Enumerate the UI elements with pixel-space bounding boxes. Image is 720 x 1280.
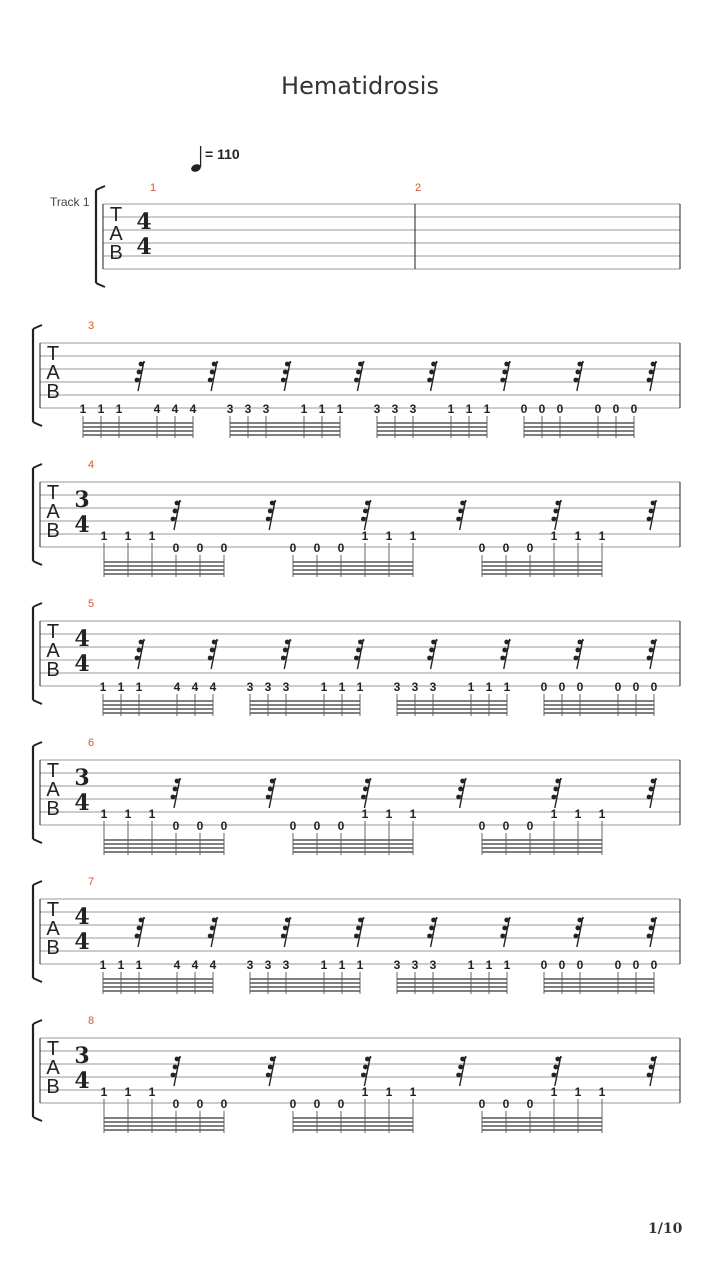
fret-number: 0 (289, 541, 297, 555)
fret-number: 1 (100, 1085, 108, 1099)
fret-number: 1 (338, 958, 346, 972)
measure-number: 4 (88, 459, 95, 471)
measure-number: 5 (88, 598, 95, 610)
fret-number: 1 (574, 529, 582, 543)
fret-number: 0 (289, 819, 297, 833)
tab-clef-letter: B (46, 381, 60, 403)
fret-number: 0 (612, 402, 620, 416)
fret-number: 0 (632, 958, 640, 972)
bracket-cap-bottom (33, 839, 42, 843)
fret-number: 4 (173, 680, 181, 694)
tab-clef-letter: T (46, 760, 60, 782)
fret-number: 1 (467, 680, 475, 694)
bracket-cap-bottom (33, 1117, 42, 1121)
rest-dot (573, 378, 578, 383)
tab-clef-letter: A (46, 779, 60, 801)
fret-number: 0 (556, 402, 564, 416)
fret-number: 1 (361, 529, 369, 543)
fret-number: 0 (520, 402, 528, 416)
fret-number: 1 (574, 1085, 582, 1099)
tab-clef-letter: T (46, 482, 60, 504)
tab-clef-letter: B (46, 937, 60, 959)
rest-dot (555, 501, 560, 506)
fret-number: 1 (99, 958, 107, 972)
rest-dot (553, 1065, 558, 1070)
fret-number: 3 (411, 958, 419, 972)
fret-number: 1 (117, 958, 125, 972)
fret-number: 0 (540, 958, 548, 972)
fret-number: 0 (220, 541, 228, 555)
fret-number: 1 (97, 402, 105, 416)
fret-number: 0 (538, 402, 546, 416)
fret-number: 1 (361, 1085, 369, 1099)
fret-number: 0 (540, 680, 548, 694)
tab-clef-letter: T (46, 343, 60, 365)
fret-number: 0 (558, 958, 566, 972)
tab-clef-letter: T (46, 899, 60, 921)
fret-number: 1 (385, 529, 393, 543)
fret-number: 0 (313, 541, 321, 555)
score-title: Hematidrosis (281, 72, 439, 100)
fret-number: 0 (196, 819, 204, 833)
tab-clef-letter: A (109, 223, 123, 245)
bracket-cap-top (33, 1020, 42, 1024)
bracket-cap-top (33, 325, 42, 329)
fret-number: 3 (282, 680, 290, 694)
fret-number: 1 (598, 1085, 606, 1099)
fret-number: 3 (429, 680, 437, 694)
fret-number: 1 (465, 402, 473, 416)
bracket-cap-top (33, 603, 42, 607)
fret-number: 1 (148, 807, 156, 821)
time-sig-bottom: 4 (74, 512, 90, 538)
time-sig-bottom: 4 (74, 929, 90, 955)
fret-number: 1 (574, 807, 582, 821)
fret-number: 1 (148, 529, 156, 543)
tab-clef-letter: B (46, 798, 60, 820)
time-sig-top: 4 (74, 904, 90, 930)
fret-number: 0 (313, 819, 321, 833)
rest-dot (551, 1073, 556, 1078)
fret-number: 1 (467, 958, 475, 972)
rest-dot (555, 779, 560, 784)
measure-number: 1 (150, 182, 157, 194)
fret-number: 3 (264, 958, 272, 972)
fret-number: 0 (650, 680, 658, 694)
track-label: Track 1 (50, 195, 90, 209)
fret-number: 0 (502, 541, 510, 555)
time-sig-top: 3 (74, 487, 90, 513)
fret-number: 1 (79, 402, 87, 416)
fret-number: 1 (409, 1085, 417, 1099)
rest-dot (551, 517, 556, 522)
fret-number: 3 (393, 680, 401, 694)
time-sig-bottom: 4 (74, 1068, 90, 1094)
fret-number: 1 (385, 807, 393, 821)
bracket-cap-top (33, 881, 42, 885)
bracket-cap-bottom (33, 700, 42, 704)
fret-number: 1 (135, 680, 143, 694)
fret-number: 3 (409, 402, 417, 416)
time-sig-top: 4 (74, 626, 90, 652)
fret-number: 0 (478, 1097, 486, 1111)
rest-dot (577, 918, 582, 923)
fret-number: 0 (478, 541, 486, 555)
fret-number: 0 (196, 541, 204, 555)
tab-clef-letter: A (46, 501, 60, 523)
rest-dot (575, 648, 580, 653)
fret-number: 1 (598, 529, 606, 543)
fret-number: 1 (117, 680, 125, 694)
fret-number: 3 (282, 958, 290, 972)
fret-number: 0 (558, 680, 566, 694)
fret-number: 0 (526, 1097, 534, 1111)
fret-number: 3 (264, 680, 272, 694)
fret-number: 0 (630, 402, 638, 416)
fret-number: 1 (550, 1085, 558, 1099)
fret-number: 4 (191, 680, 199, 694)
fret-number: 4 (209, 680, 217, 694)
tab-clef-letter: A (46, 640, 60, 662)
fret-number: 1 (356, 680, 364, 694)
tab-clef-letter: B (46, 659, 60, 681)
tab-clef-letter: T (109, 204, 123, 226)
tempo-text: = 110 (205, 146, 240, 162)
fret-number: 4 (173, 958, 181, 972)
time-sig-bottom: 4 (74, 790, 90, 816)
fret-number: 3 (262, 402, 270, 416)
fret-number: 0 (172, 541, 180, 555)
tab-clef-letter: B (109, 242, 123, 264)
fret-number: 0 (614, 958, 622, 972)
tab-clef-letter: A (46, 1057, 60, 1079)
fret-number: 1 (550, 807, 558, 821)
fret-number: 1 (550, 529, 558, 543)
fret-number: 0 (594, 402, 602, 416)
fret-number: 0 (196, 1097, 204, 1111)
fret-number: 0 (220, 819, 228, 833)
fret-number: 0 (337, 541, 345, 555)
fret-number: 0 (526, 819, 534, 833)
fret-number: 3 (393, 958, 401, 972)
fret-number: 3 (244, 402, 252, 416)
fret-number: 1 (485, 958, 493, 972)
fret-number: 0 (614, 680, 622, 694)
tab-clef-letter: B (46, 1076, 60, 1098)
time-sig-bottom: 4 (136, 234, 152, 260)
fret-number: 1 (124, 807, 132, 821)
fret-number: 0 (632, 680, 640, 694)
bracket-cap-top (33, 464, 42, 468)
rest-dot (553, 509, 558, 514)
fret-number: 0 (576, 680, 584, 694)
fret-number: 1 (336, 402, 344, 416)
fret-number: 3 (226, 402, 234, 416)
fret-number: 0 (313, 1097, 321, 1111)
fret-number: 0 (289, 1097, 297, 1111)
measure-number: 8 (88, 1015, 95, 1027)
fret-number: 0 (650, 958, 658, 972)
fret-number: 1 (447, 402, 455, 416)
fret-number: 1 (503, 680, 511, 694)
fret-number: 4 (209, 958, 217, 972)
fret-number: 0 (337, 1097, 345, 1111)
time-sig-bottom: 4 (74, 651, 90, 677)
tab-clef-letter: A (46, 918, 60, 940)
tab-clef-letter: T (46, 1038, 60, 1060)
fret-number: 1 (99, 680, 107, 694)
fret-number: 1 (385, 1085, 393, 1099)
fret-number: 4 (191, 958, 199, 972)
fret-number: 0 (526, 541, 534, 555)
rest-dot (573, 656, 578, 661)
fret-number: 1 (100, 807, 108, 821)
measure-number: 3 (88, 320, 95, 332)
bracket-cap-bottom (96, 283, 105, 287)
page-number: 1/10 (648, 1221, 683, 1237)
measure-number: 7 (88, 876, 95, 888)
rest-dot (555, 1057, 560, 1062)
fret-number: 1 (320, 680, 328, 694)
fret-number: 1 (356, 958, 364, 972)
fret-number: 1 (338, 680, 346, 694)
fret-number: 1 (409, 529, 417, 543)
bracket-cap-bottom (33, 422, 42, 426)
tab-clef-letter: A (46, 362, 60, 384)
bracket-cap-top (33, 742, 42, 746)
fret-number: 1 (148, 1085, 156, 1099)
bracket-cap-bottom (33, 978, 42, 982)
fret-number: 0 (337, 819, 345, 833)
fret-number: 1 (598, 807, 606, 821)
fret-number: 0 (220, 1097, 228, 1111)
fret-number: 1 (483, 402, 491, 416)
fret-number: 1 (300, 402, 308, 416)
fret-number: 1 (320, 958, 328, 972)
fret-number: 3 (246, 680, 254, 694)
bracket-cap-top (96, 186, 105, 190)
fret-number: 0 (478, 819, 486, 833)
fret-number: 3 (246, 958, 254, 972)
fret-number: 0 (576, 958, 584, 972)
time-sig-top: 3 (74, 1043, 90, 1069)
rest-dot (575, 926, 580, 931)
fret-number: 4 (171, 402, 179, 416)
rest-dot (553, 787, 558, 792)
measure-number: 6 (88, 737, 95, 749)
fret-number: 1 (124, 1085, 132, 1099)
time-sig-top: 3 (74, 765, 90, 791)
fret-number: 1 (409, 807, 417, 821)
fret-number: 1 (485, 680, 493, 694)
fret-number: 4 (189, 402, 197, 416)
fret-number: 1 (115, 402, 123, 416)
fret-number: 1 (100, 529, 108, 543)
rest-dot (577, 362, 582, 367)
rest-dot (551, 795, 556, 800)
fret-number: 3 (373, 402, 381, 416)
fret-number: 1 (503, 958, 511, 972)
rest-dot (573, 934, 578, 939)
fret-number: 1 (361, 807, 369, 821)
fret-number: 4 (153, 402, 161, 416)
fret-number: 0 (172, 1097, 180, 1111)
fret-number: 3 (391, 402, 399, 416)
bracket-cap-bottom (33, 561, 42, 565)
rest-dot (577, 640, 582, 645)
fret-number: 0 (502, 819, 510, 833)
fret-number: 1 (124, 529, 132, 543)
fret-number: 0 (502, 1097, 510, 1111)
rest-dot (575, 370, 580, 375)
tab-clef-letter: T (46, 621, 60, 643)
tab-clef-letter: B (46, 520, 60, 542)
fret-number: 1 (135, 958, 143, 972)
fret-number: 1 (318, 402, 326, 416)
fret-number: 3 (429, 958, 437, 972)
fret-number: 3 (411, 680, 419, 694)
fret-number: 0 (172, 819, 180, 833)
measure-number: 2 (415, 182, 422, 194)
time-sig-top: 4 (136, 209, 152, 235)
